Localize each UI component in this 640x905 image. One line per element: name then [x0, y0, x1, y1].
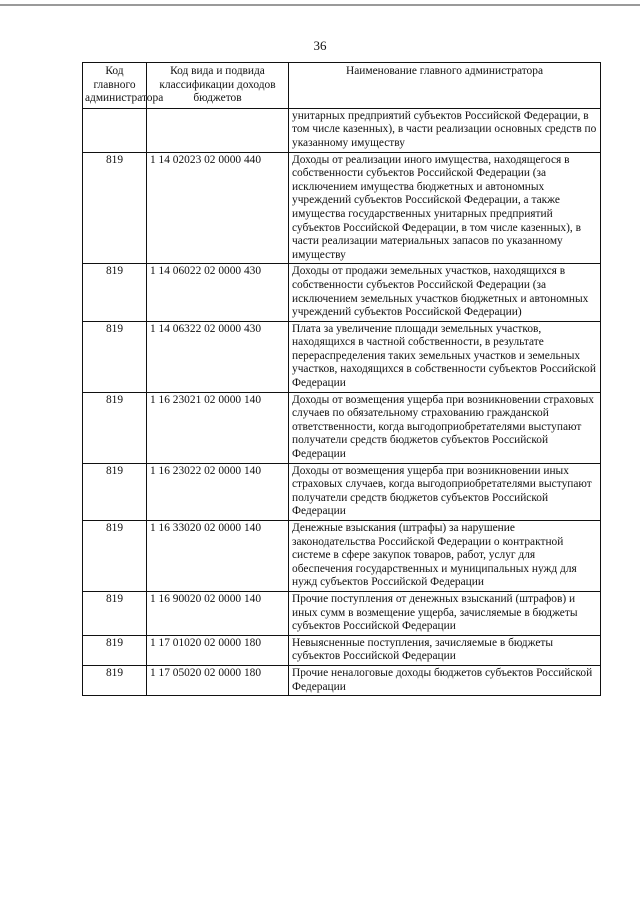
- admin-cell: 819: [83, 321, 147, 392]
- table-header-row: [83, 63, 601, 109]
- admin-cell: 819: [83, 521, 147, 592]
- table-row: [83, 108, 601, 152]
- code-cell: 1 14 02023 02 0000 440: [147, 152, 289, 264]
- name-cell: Доходы от возмещения ущерба при возникновении иных страховых случаев, когда выгодоприобретателями выступают получатели средств бюджетов субъектов Российской Федерации: [289, 463, 601, 520]
- code-cell: 1 16 23022 02 0000 140: [147, 463, 289, 520]
- admin-cell: 819: [83, 591, 147, 635]
- header-admin: Код главного администратора: [83, 63, 147, 109]
- name-cell: Доходы от реализации иного имущества, находящегося в собственности субъектов Российской Федерации (за исключением имущества бюджетных и автономных учреждений субъектов Российской Федерации, а также имущества государственных унитарных предприятий субъектов Российской Федерации, в том числе казенных), в части реализации материальных запасов по указанному имуществу: [289, 152, 601, 264]
- table-row: [83, 321, 601, 392]
- code-cell: 1 14 06322 02 0000 430: [147, 321, 289, 392]
- name-cell: Прочие поступления от денежных взысканий (штрафов) и иных сумм в возмещение ущерба, зачисляемые в бюджеты субъектов Российской Федерации: [289, 591, 601, 635]
- table-row: [83, 392, 601, 463]
- name-cell: Невыясненные поступления, зачисляемые в бюджеты субъектов Российской Федерации: [289, 635, 601, 665]
- table-row: [83, 463, 601, 520]
- table-row: [83, 521, 601, 592]
- admin-cell: 819: [83, 152, 147, 264]
- admin-cell: 819: [83, 463, 147, 520]
- revenue-table: [82, 62, 601, 696]
- scan-edge-line: [0, 4, 640, 6]
- code-cell: 1 14 06022 02 0000 430: [147, 264, 289, 321]
- code-cell: 1 16 23021 02 0000 140: [147, 392, 289, 463]
- header-name: Наименование главного администратора: [289, 63, 601, 109]
- code-cell: 1 16 33020 02 0000 140: [147, 521, 289, 592]
- table-row: [83, 264, 601, 321]
- name-cell: Денежные взыскания (штрафы) за нарушение законодательства Российской Федерации о контрактной системе в сфере закупок товаров, работ, услуг для обеспечения государственных и муниципальных нужд для нужд субъектов Российской Федерации: [289, 521, 601, 592]
- code-cell: [147, 108, 289, 152]
- admin-cell: 819: [83, 392, 147, 463]
- code-cell: 1 17 01020 02 0000 180: [147, 635, 289, 665]
- name-cell: Прочие неналоговые доходы бюджетов субъектов Российской Федерации: [289, 665, 601, 695]
- page-number: 36: [313, 38, 327, 53]
- admin-cell: 819: [83, 665, 147, 695]
- table-row: [83, 635, 601, 665]
- admin-cell: [83, 108, 147, 152]
- table-row: [83, 152, 601, 264]
- header-code: Код вида и подвида классификации доходов бюджетов: [147, 63, 289, 109]
- name-cell: Доходы от возмещения ущерба при возникновении страховых случаев по обязательному страхованию гражданской ответственности, когда выгодоприобретателями выступают получатели средств бюджетов субъектов Российской Федерации: [289, 392, 601, 463]
- table-row: [83, 665, 601, 695]
- name-cell: Доходы от продажи земельных участков, находящихся в собственности субъектов Российской Федерации (за исключением земельных участков бюджетных и автономных учреждений субъектов Российской Федерации): [289, 264, 601, 321]
- table-row: [83, 591, 601, 635]
- admin-cell: 819: [83, 264, 147, 321]
- name-cell: унитарных предприятий субъектов Российской Федерации, в том числе казенных), в части реализации основных средств по указанному имуществу: [289, 108, 601, 152]
- code-cell: 1 17 05020 02 0000 180: [147, 665, 289, 695]
- admin-cell: 819: [83, 635, 147, 665]
- code-cell: 1 16 90020 02 0000 140: [147, 591, 289, 635]
- name-cell: Плата за увеличение площади земельных участков, находящихся в частной собственности, в результате перераспределения таких земельных участков и земельных участков, находящихся в собственности субъектов Российской Федерации: [289, 321, 601, 392]
